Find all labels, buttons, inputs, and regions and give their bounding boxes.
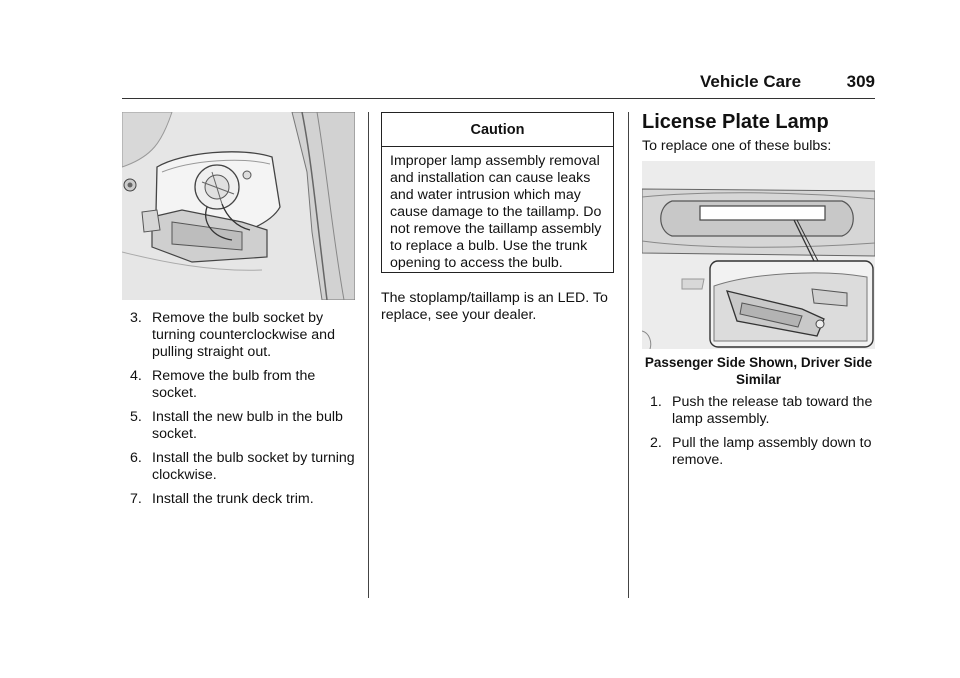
list-item: 4. Remove the bulb from the socket. [130,368,316,401]
list-item: 6. Install the bulb socket by turning clockwise. [130,450,355,483]
caution-box [381,112,614,273]
section-heading: License Plate Lamp [642,111,829,133]
page-number: 309 [846,72,875,91]
license-lamp-steps [650,394,875,476]
column-divider-left [368,112,369,598]
header-rule [122,98,875,99]
list-item: 3. Remove the bulb socket by turning counterclockwise and pulling straight out. [130,310,335,360]
caution-text: Improper lamp assembly removal and installation can cause leaks and water intrusion which may cause damage to the taillamp. Do not remove the taillamp assembly to replace a bulb. Use the trunk opening to access the bulb. [390,153,602,271]
list-item: 2. Pull the lamp assembly down to remove. [650,435,872,468]
taillamp-socket-illustration [122,112,355,300]
led-note-paragraph: The stoplamp/taillamp is an LED. To replace, see your dealer. [381,290,608,323]
bulb-replacement-steps [130,310,355,515]
list-item: 7. Install the trunk deck trim. [130,491,314,507]
intro-paragraph: To replace one of these bulbs: [642,138,832,154]
caution-title: Caution [382,113,613,147]
column-divider-right [628,112,629,598]
figure-caption: Passenger Side Shown, Driver Side Similar [644,355,873,387]
license-plate-lamp-illustration [642,161,875,349]
list-item: 1. Push the release tab toward the lamp assembly. [650,394,873,427]
section-title: Vehicle Care [700,72,802,91]
list-item: 5. Install the new bulb in the bulb socket. [130,409,343,442]
